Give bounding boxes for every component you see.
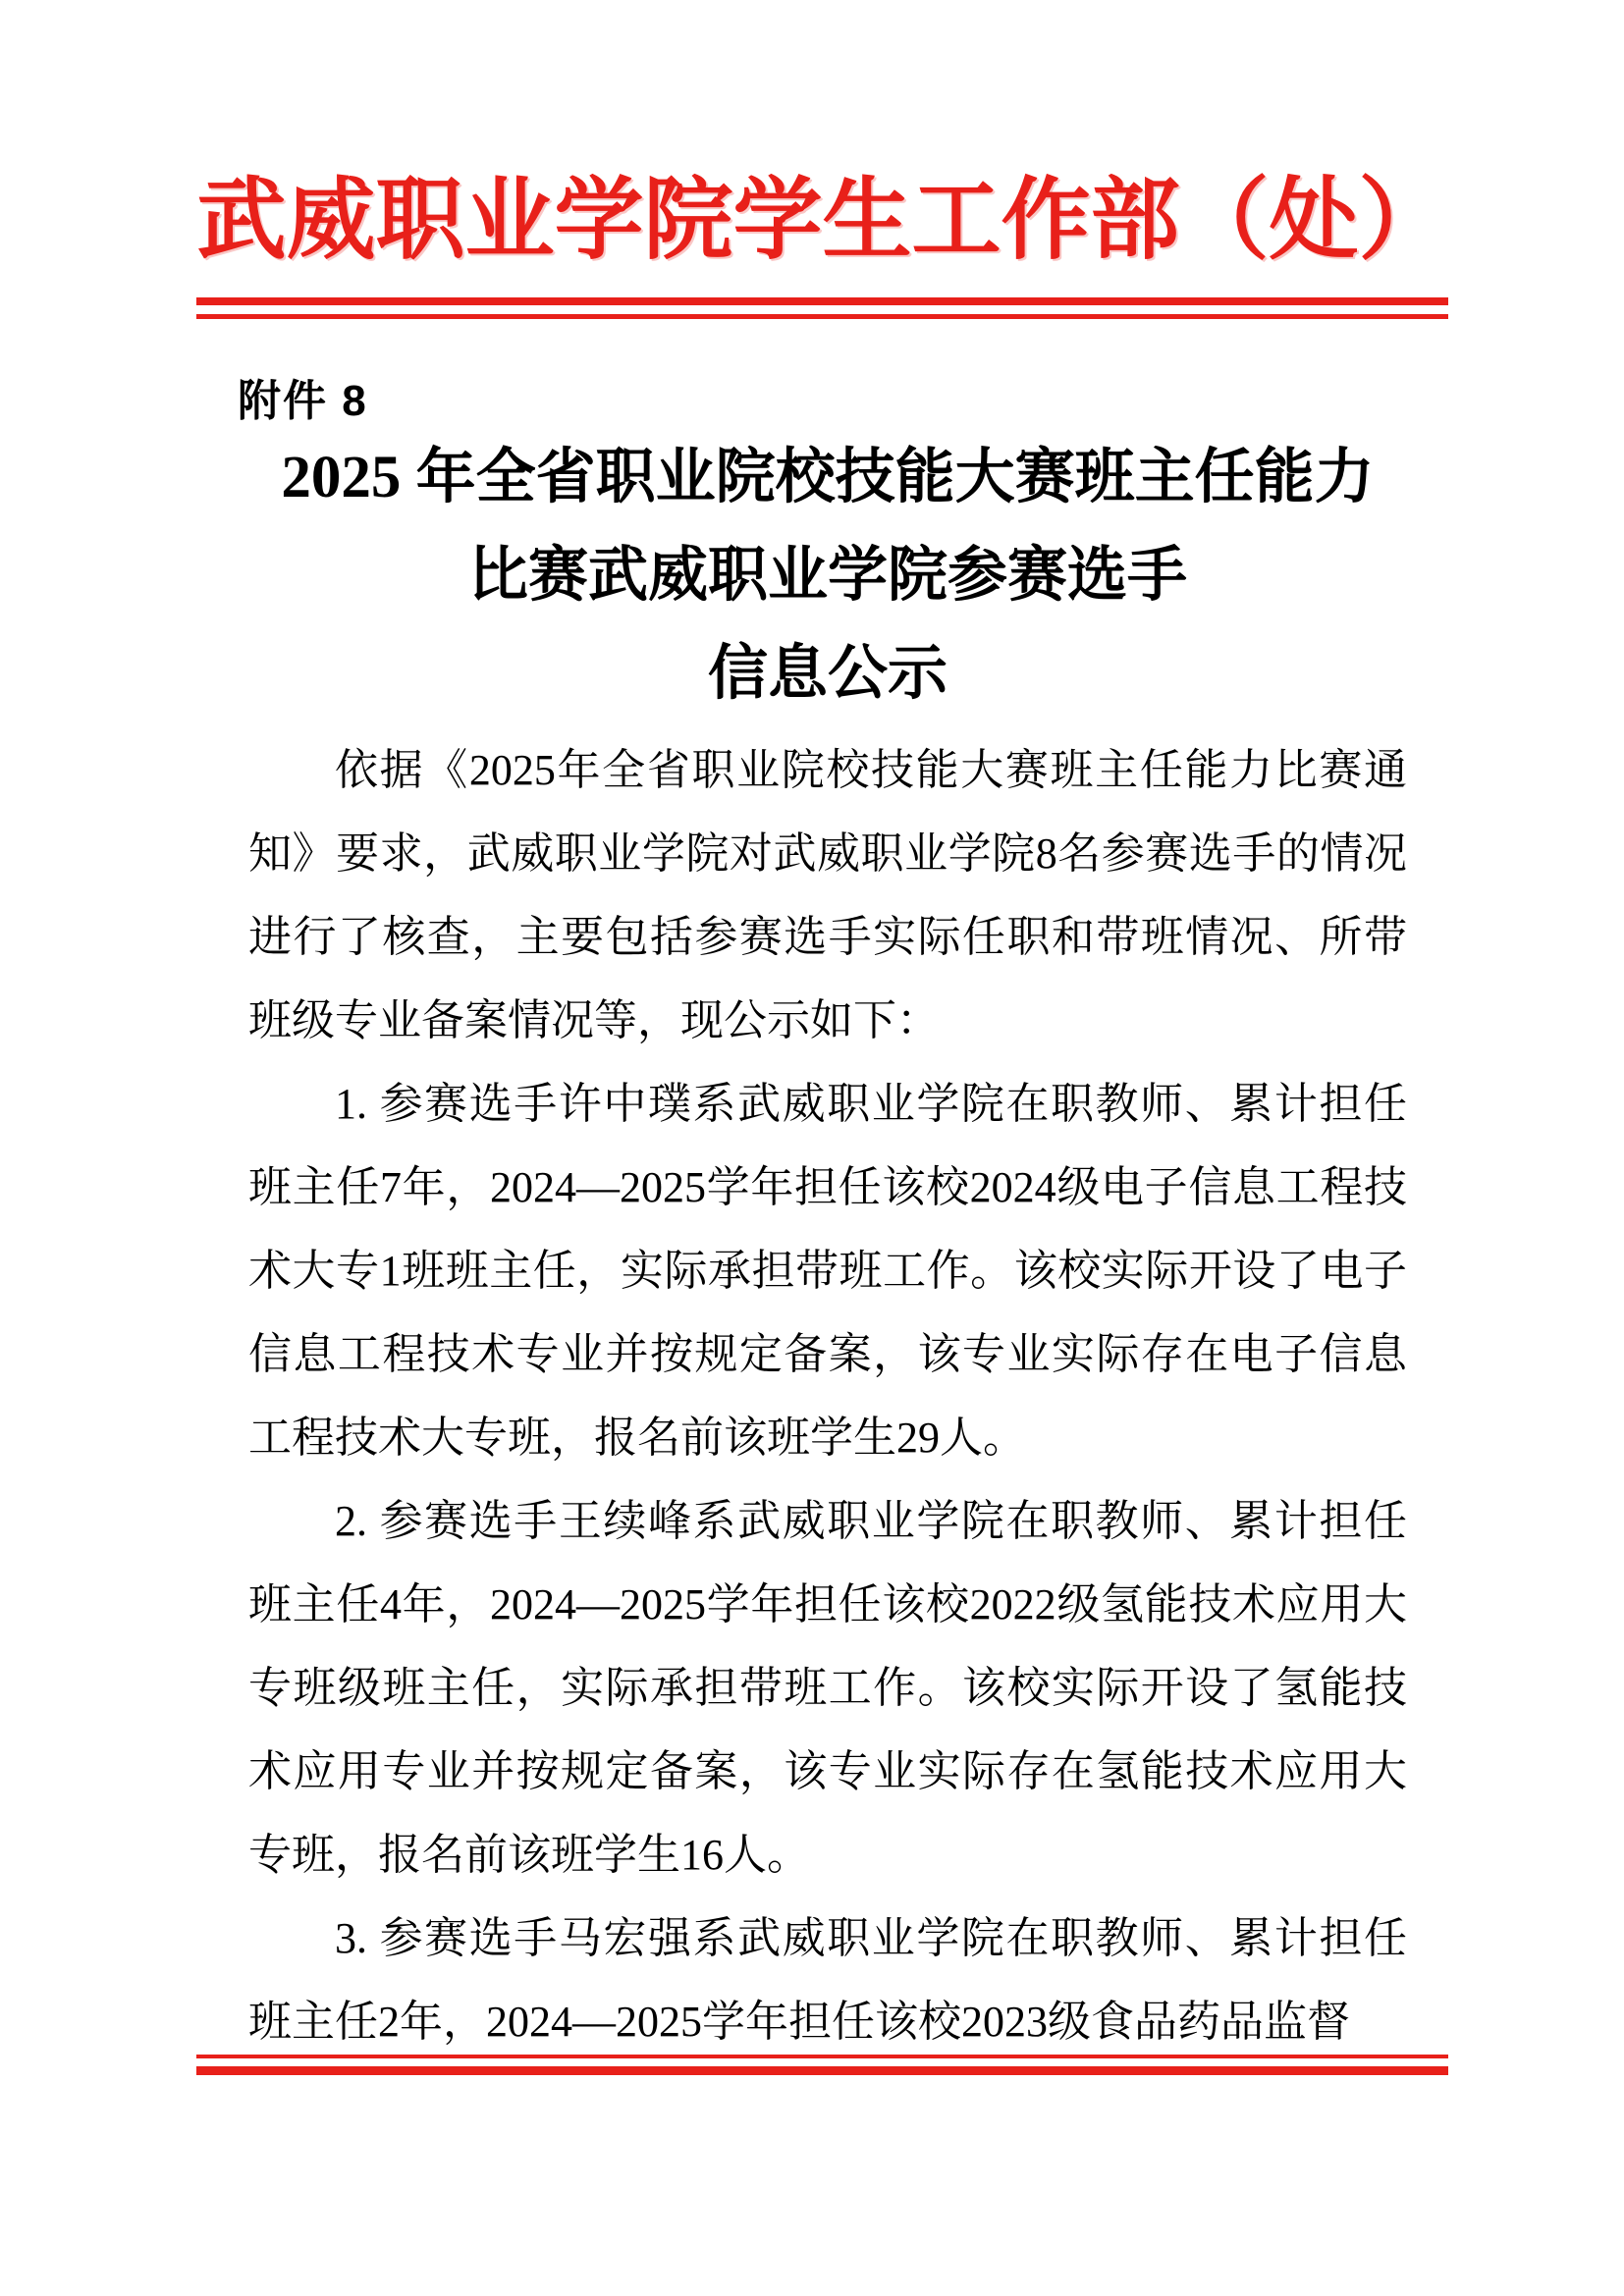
document-title-line-2: 比赛武威职业学院参赛选手 bbox=[467, 543, 1187, 609]
body-paragraph-contestant-3: 3. 参赛选手马宏强系武威职业学院在职教师、累计担任班主任2年，2024—2025学年担任该校2023级食品药品监督 bbox=[248, 1914, 1407, 2046]
footer-rule-thick bbox=[196, 2066, 1448, 2075]
body-paragraph-intro: 依据《2025年全省职业院校技能大赛班主任能力比赛通知》要求，武威职业学院对武威职业学院8名参赛选手的情况进行了核查，主要包括参赛选手实际任职和带班情况、所带班级专业备案情况等，现公示如下： bbox=[248, 746, 1407, 1044]
document-title bbox=[248, 429, 1407, 723]
document-title-line-1: 2025 年全省职业院校技能大赛班主任能力 bbox=[281, 445, 1375, 510]
header-rule-thin bbox=[196, 314, 1448, 319]
attachment-label: 附件 8 bbox=[238, 377, 368, 425]
body-paragraph-contestant-1: 1. 参赛选手许中璞系武威职业学院在职教师、累计担任班主任7年，2024—2025学年担任该校2024级电子信息工程技术大专1班班主任，实际承担带班工作。该校实际开设了电子信息工程技术专业并按规定备案，该专业实际存在电子信息工程技术大专班，报名前该班学生29人。 bbox=[248, 1080, 1407, 1462]
footer-rule-thin bbox=[196, 2055, 1448, 2058]
header-rule-thick bbox=[196, 297, 1448, 305]
document-body bbox=[248, 728, 1407, 2063]
document-title-line-3: 信息公示 bbox=[707, 641, 947, 707]
body-paragraph-contestant-2: 2. 参赛选手王续峰系武威职业学院在职教师、累计担任班主任4年，2024—2025学年担任该校2022级氢能技术应用大专班级班主任，实际承担带班工作。该校实际开设了氢能技术应用专业并按规定备案，该专业实际存在氢能技术应用大专班，报名前该班学生16人。 bbox=[248, 1497, 1407, 1879]
letterhead-title: 武威职业学院学生工作部（处） bbox=[196, 171, 1448, 270]
